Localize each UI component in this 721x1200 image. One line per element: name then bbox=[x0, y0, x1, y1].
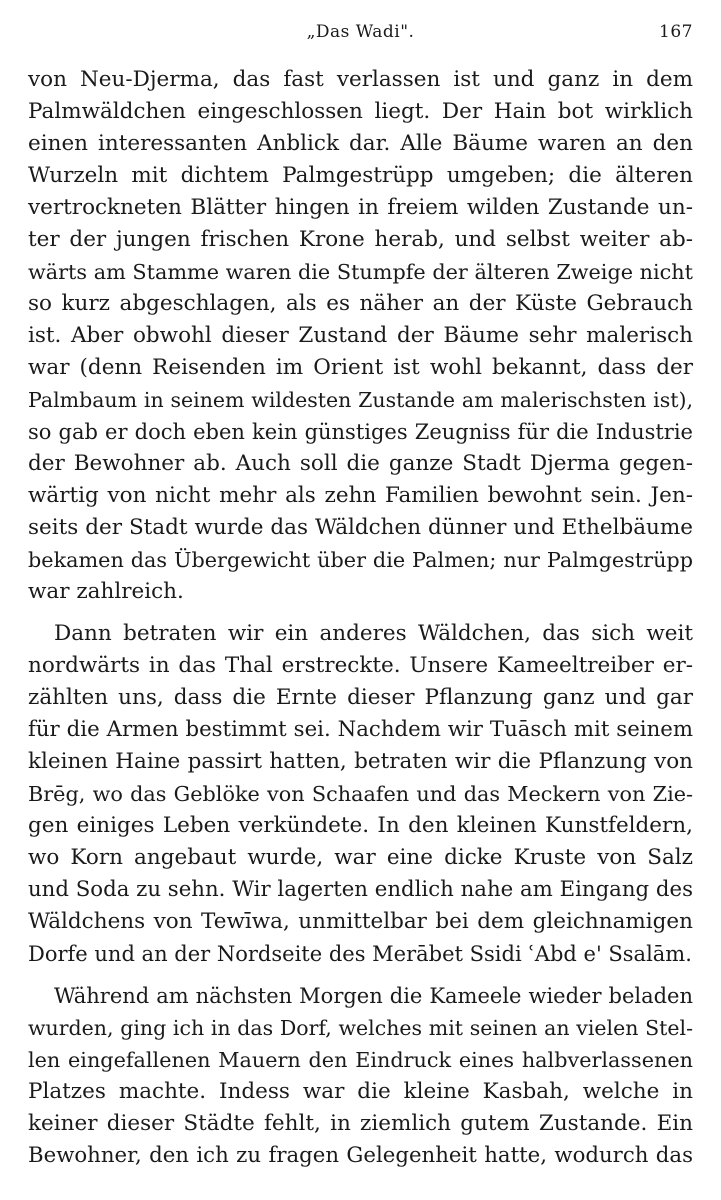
text-line: ter der jungen frischen Krone herab, und selbst weiter ab- bbox=[28, 227, 693, 252]
text-line: nordwärts in das Thal erstreckte. Unsere Kameeltreiber er- bbox=[28, 653, 693, 678]
text-line: von Neu-Djerma, das fast verlassen ist und ganz in dem bbox=[28, 67, 693, 92]
text-line: war (denn Reisenden im Orient ist wohl bekannt, dass der bbox=[28, 355, 693, 380]
text-line: seits der Stadt wurde das Wäldchen dünner und Ethelbäume bbox=[28, 515, 693, 540]
text-line: Platzes machte. Indess war die kleine Kasbah, welche in bbox=[28, 1079, 693, 1104]
text-line: Dann betraten wir ein anderes Wäldchen, das sich weit bbox=[54, 621, 693, 646]
text-line: gen einiges Leben verkündete. In den kleinen Kunstfeldern, bbox=[28, 813, 693, 838]
text-line: einen interessanten Anblick dar. Alle Bäume waren an den bbox=[28, 131, 693, 156]
text-line: war zahlreich. bbox=[28, 579, 184, 604]
text-line: ist. Aber obwohl dieser Zustand der Bäume sehr malerisch bbox=[28, 323, 693, 348]
text-line: so kurz abgeschlagen, als es näher an der Küste Gebrauch bbox=[28, 291, 693, 316]
text-line: wo Korn angebaut wurde, war eine dicke Kruste von Salz bbox=[28, 845, 693, 870]
text-line: keiner dieser Städte fehlt, in ziemlich gutem Zustande. Ein bbox=[28, 1111, 693, 1136]
running-head bbox=[28, 22, 693, 46]
running-title: „Das Wadi". bbox=[306, 22, 415, 42]
paragraph-gap bbox=[28, 970, 693, 980]
text-line: kleinen Haine passirt hatten, betraten wir die Pflanzung von bbox=[28, 749, 693, 774]
text-line: für die Armen bestimmt sei. Nachdem wir Tuāsch mit seinem bbox=[28, 717, 693, 742]
text-line: der Bewohner ab. Auch soll die ganze Stadt Djerma gegen- bbox=[28, 451, 693, 476]
paragraph bbox=[28, 64, 693, 608]
body-text bbox=[28, 64, 693, 1172]
text-line: Palmwäldchen eingeschlossen liegt. Der Hain bot wirklich bbox=[28, 99, 693, 124]
page-number: 167 bbox=[659, 22, 693, 42]
paragraph-gap bbox=[28, 608, 693, 618]
text-line: Brēg, wo das Geblöke von Schaafen und das Meckern von Zie- bbox=[28, 782, 693, 806]
text-line: bekamen das Übergewicht über die Palmen; nur Palmgestrüpp bbox=[28, 548, 693, 572]
text-line: zählten uns, dass die Ernte dieser Pflanzung ganz und gar bbox=[28, 685, 693, 710]
text-line: wurden, ging ich in das Dorf, welches mit seinen an vielen Stel- bbox=[28, 1016, 693, 1040]
text-line: Wurzeln mit dichtem Palmgestrüpp umgeben; die älteren bbox=[28, 163, 693, 188]
paragraph bbox=[28, 618, 693, 970]
text-line: len eingefallenen Mauern den Eindruck eines halbverlassenen bbox=[28, 1048, 693, 1072]
text-line: und Soda zu sehn. Wir lagerten endlich nahe am Eingang des bbox=[28, 877, 693, 902]
text-line: Bewohner, den ich zu fragen Gelegenheit hatte, wodurch das bbox=[28, 1143, 693, 1168]
text-line: wärtig von nicht mehr als zehn Familien bewohnt sein. Jen- bbox=[28, 483, 693, 508]
text-line: Dorfe und an der Nordseite des Merābet Ssidi ʿAbd e' Ssalām. bbox=[28, 942, 692, 966]
text-line: wärts am Stamme waren die Stumpfe der älteren Zweige nicht bbox=[28, 260, 693, 284]
text-line: Während am nächsten Morgen die Kameele wieder beladen bbox=[54, 984, 693, 1008]
text-line: vertrockneten Blätter hingen in freiem wilden Zustande un- bbox=[28, 195, 693, 220]
text-line: Palmbaum in seinem wildesten Zustande am malerischsten ist), bbox=[28, 388, 693, 412]
text-line: so gab er doch eben kein günstiges Zeugniss für die Industrie bbox=[28, 420, 693, 444]
paragraph bbox=[28, 980, 693, 1172]
text-line: Wäldchens von Tewīwa, unmittelbar bei dem gleichnamigen bbox=[28, 909, 693, 934]
